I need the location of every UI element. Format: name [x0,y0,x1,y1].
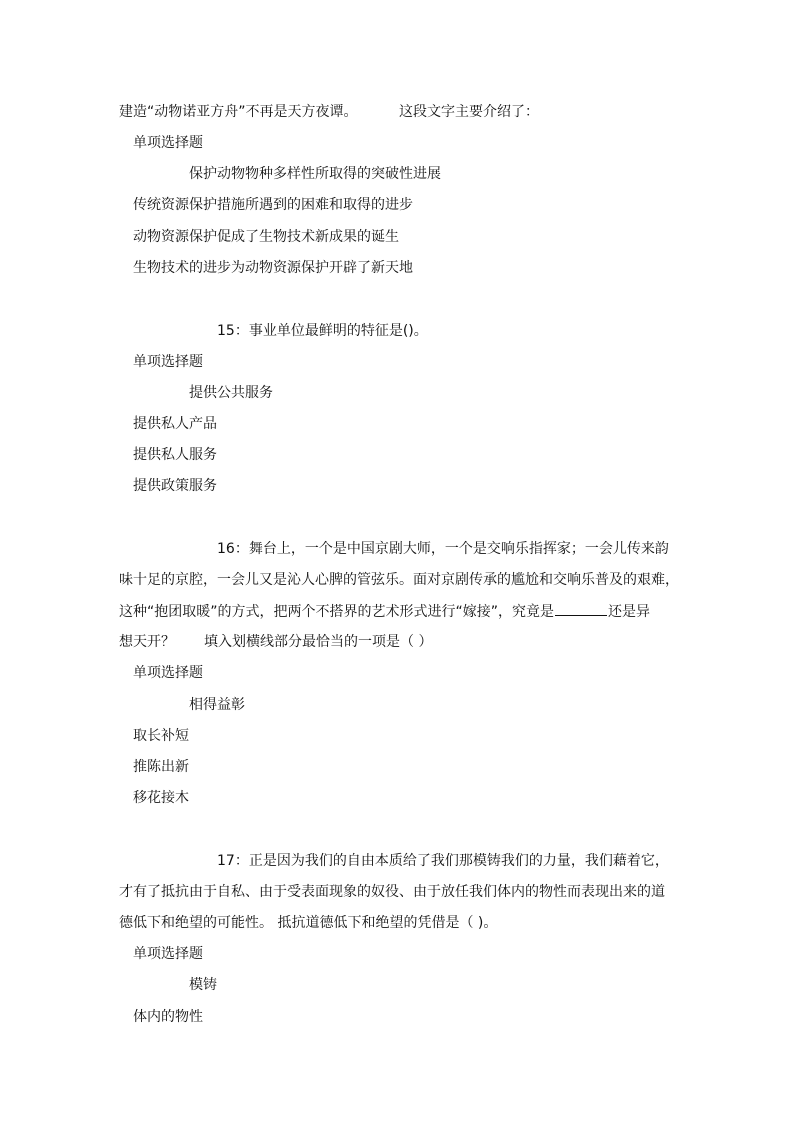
q17-option-b[interactable]: 体内的物性 [133,1009,203,1025]
q16-stem-line3 [119,601,650,622]
q15-option-d[interactable]: 提供政策服务 [133,478,217,494]
q16-stem-line3-part1: 这种“抱团取暖”的方式，把两个不搭界的艺术形式进行“嫁接”，究竟是 [119,604,555,620]
q16-option-c[interactable]: 推陈出新 [133,759,189,775]
q15-stem: 15：事业单位最鲜明的特征是()。 [217,323,428,339]
q14-option-c[interactable]: 动物资源保护促成了生物技术新成果的诞生 [133,229,399,245]
q17-type: 单项选择题 [133,946,203,962]
q15-option-b[interactable]: 提供私人产品 [133,416,217,432]
q16-stem-line3-part2: 还是异 [608,604,651,620]
q16-option-a[interactable]: 相得益彰 [189,697,245,713]
q16-stem-line2: 味十足的京腔，一会儿又是沁人心脾的管弦乐。面对京剧传承的尴尬和交响乐普及的艰难， [119,572,679,588]
q15-type: 单项选择题 [133,354,203,370]
q14-stem-tail: 建造“动物诺亚方舟”不再是天方夜谭。 [119,104,358,120]
q14-option-a[interactable]: 保护动物物种多样性所取得的突破性进展 [189,166,441,182]
q16-stem-line4b: 填入划横线部分最恰当的一项是（ ） [204,634,433,650]
q15-option-a[interactable]: 提供公共服务 [189,385,273,401]
q14-option-d[interactable]: 生物技术的进步为动物资源保护开辟了新天地 [133,260,413,276]
q14-question: 这段文字主要介绍了： [399,104,539,120]
q16-type: 单项选择题 [133,665,203,681]
q16-answer-blank [555,601,607,616]
q16-stem-line4a: 想天开？ [119,634,175,650]
q16-option-b[interactable]: 取长补短 [133,728,189,744]
q14-option-b[interactable]: 传统资源保护措施所遇到的困难和取得的进步 [133,197,413,213]
q14-type: 单项选择题 [133,135,203,151]
q17-stem-line3: 德低下和绝望的可能性。 抵抗道德低下和绝望的凭借是（ )。 [119,915,498,931]
q16-stem-line1: 16：舞台上，一个是中国京剧大师，一个是交响乐指挥家；一会儿传来韵 [217,541,669,557]
q15-option-c[interactable]: 提供私人服务 [133,447,217,463]
q17-stem-line1: 17：正是因为我们的自由本质给了我们那模铸我们的力量，我们藉着它， [217,853,669,869]
q17-option-a[interactable]: 模铸 [189,977,217,993]
q17-stem-line2: 才有了抵抗由于自私、由于受表面现象的奴役、由于放任我们体内的物性而表现出来的道 [119,884,665,900]
q16-option-d[interactable]: 移花接木 [133,790,189,806]
